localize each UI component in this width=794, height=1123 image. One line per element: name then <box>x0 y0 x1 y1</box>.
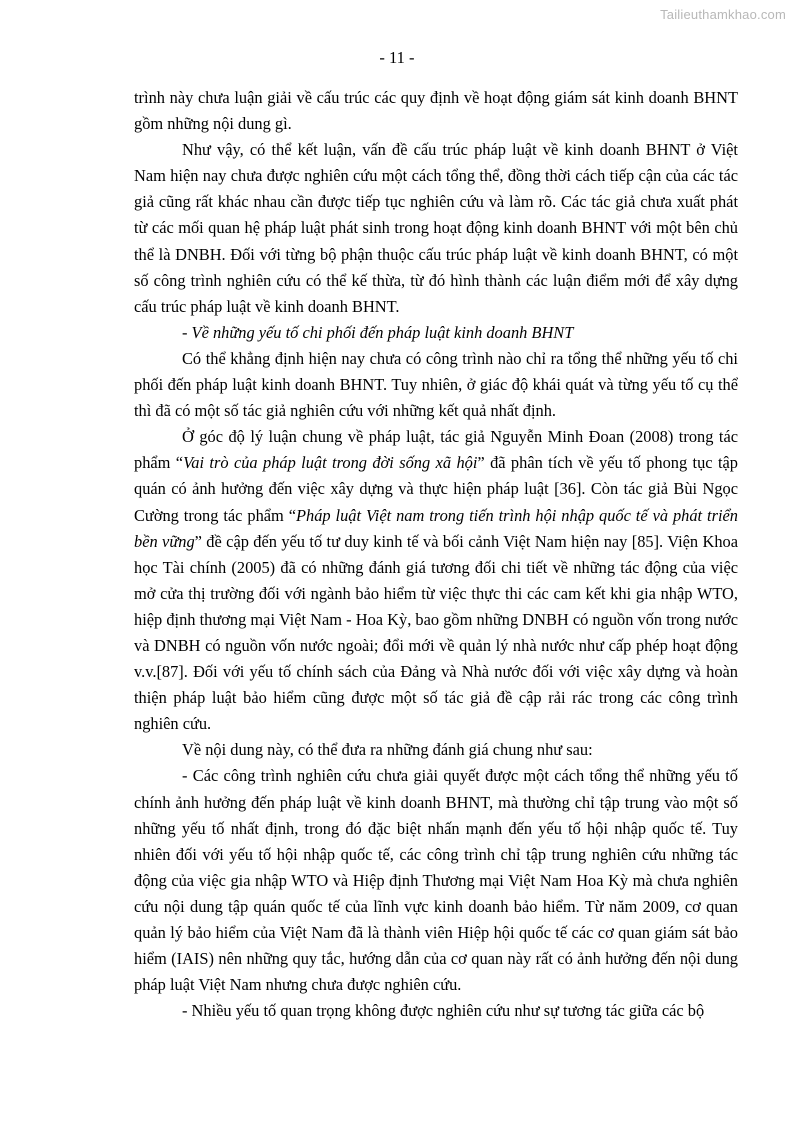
book-title-1: Vai trò của pháp luật trong đời sống xã hội <box>183 453 478 473</box>
page-number: - 11 - <box>379 48 415 67</box>
paragraph-5-text-a: Ở góc độ lý luận chung về pháp luật, tác giả Nguyễn Minh Đoan (2008) trong tác phẩm “ <box>134 427 738 473</box>
body-text <box>134 85 738 1024</box>
paragraph-6: Về nội dung này, có thể đưa ra những đánh giá chung như sau: <box>182 740 593 760</box>
book-title-2: Pháp luật Việt nam trong tiến trình hội nhập quốc tế và phát triển bền vững <box>134 505 739 551</box>
paragraph-7: - Các công trình nghiên cứu chưa giải quyết được một cách tổng thể những yếu tố chính ảnh hưởng đến pháp luật về kinh doanh BHNT, mà thường chỉ tập trung vào một số những yếu tố nhất định, trong đó đặc biệt nhấn mạnh đến yếu tố hội nhập quốc tế. Tuy nhiên đối với yếu tố hội nhập quốc tế, các công trình chỉ tập trung nghiên cứu những tác động của việc gia nhập WTO và Hiệp định Thương mại Việt Nam Hoa Kỳ mà chưa nghiên cứu nội dung tập quán quốc tế của lĩnh vực kinh doanh bảo hiểm. Từ năm 2009, cơ quan quản lý bảo hiểm của Việt Nam đã là thành viên Hiệp hội quốc tế các cơ quan giám sát bảo hiểm (IAIS) nên những quy tắc, hướng dẫn của cơ quan này rất có ảnh hưởng đến nội dung pháp luật Việt Nam nhưng chưa được nghiên cứu. <box>134 766 738 995</box>
paragraph-1: trình này chưa luận giải về cấu trúc các quy định về hoạt động giám sát kinh doanh BHNT gồm những nội dung gì. <box>134 88 738 134</box>
paragraph-5 <box>134 424 738 737</box>
paragraph-2: Như vậy, có thể kết luận, vấn đề cấu trúc pháp luật về kinh doanh BHNT ở Việt Nam hiện nay chưa được nghiên cứu một cách tổng thể, đồng thời cách tiếp cận của các tác giả cũng rất khác nhau cần được tiếp tục nghiên cứu và làm rõ. Các tác giả chưa xuất phát từ các mối quan hệ pháp luật phát sinh trong hoạt động kinh doanh BHNT với một bên chủ thể là DNBH. Đối với từng bộ phận thuộc cấu trúc pháp luật về kinh doanh BHNT, có một số công trình nghiên cứu có thể kế thừa, từ đó hình thành các luận điểm mới để xây dựng cấu trúc pháp luật về kinh doanh BHNT. <box>134 140 738 316</box>
paragraph-5-text-e: ” đề cập đến yếu tố tư duy kinh tế và bối cảnh Việt Nam hiện nay [85]. Viện Khoa học Tài chính (2005) đã có những đánh giá tương đối chi tiết về những tác động của việc mở cửa thị trường đối với ngành bảo hiểm từ việc thực thi các cam kết khi gia nhập WTO, hiệp định thương mại Việt Nam - Hoa Kỳ, bao gồm những DNBH có nguồn vốn trong nước và DNBH có nguồn vốn nước ngoài; đổi mới về quản lý nhà nước như cấp phép hoạt động v.v.[87]. Đối với yếu tố chính sách của Đảng và Nhà nước đối với việc xây dựng và hoàn thiện pháp luật bảo hiểm cũng được một số tác giả đề cập rải rác trong các công trình nghiên cứu. <box>134 531 738 734</box>
paragraph-8: - Nhiều yếu tố quan trọng không được nghiên cứu như sự tương tác giữa các bộ <box>182 1001 705 1021</box>
watermark: Tailieuthamkhao.com <box>660 7 786 22</box>
section-heading-factors: - Về những yếu tố chi phối đến pháp luật kinh doanh BHNT <box>182 322 574 342</box>
paragraph-5-text-c: ” đã phân tích về yếu tố phong tục tập quán có ảnh hưởng đến việc xây dựng và thực hiện pháp luật [36]. Còn tác giả Bùi Ngọc Cường trong tác phẩm “ <box>134 453 738 525</box>
paragraph-4: Có thể khẳng định hiện nay chưa có công trình nào chỉ ra tổng thể những yếu tố chi phối đến pháp luật kinh doanh BHNT. Tuy nhiên, ở giác độ khái quát và từng yếu tố cụ thể thì đã có một số tác giả nghiên cứu với những kết quả nhất định. <box>134 348 738 421</box>
